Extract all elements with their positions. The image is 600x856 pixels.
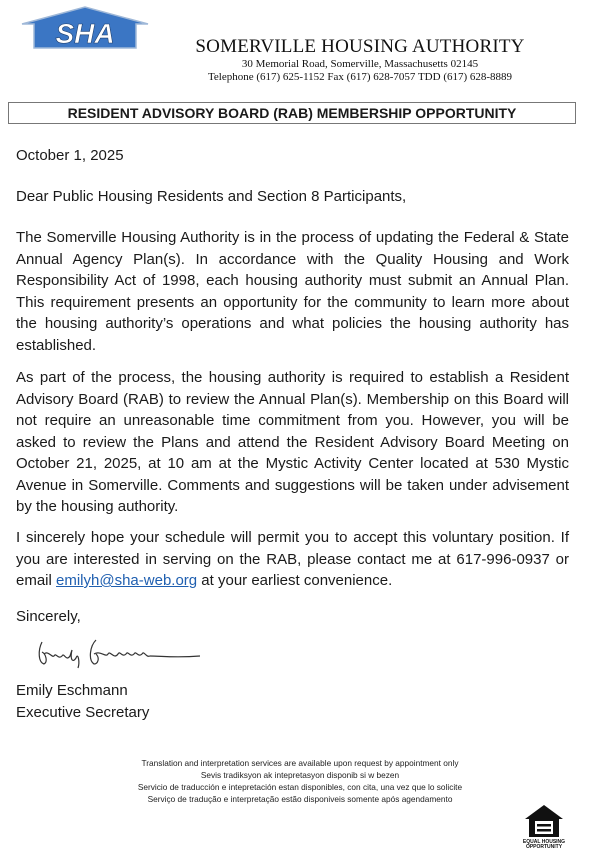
translation-line-portuguese: Serviço de tradução e interpretação estão disponiveis somente após agendamento xyxy=(147,794,453,804)
signature-image xyxy=(34,632,214,672)
org-phones: Telephone (617) 625-1152 Fax (617) 628-7057 TDD (617) 628-8889 xyxy=(207,71,513,83)
translation-notice xyxy=(100,757,500,805)
org-header xyxy=(180,36,540,84)
contact-text-after: at your earliest convenience. xyxy=(197,572,393,589)
org-address: 30 Memorial Road, Somerville, Massachusetts 02145 xyxy=(241,58,479,70)
letter-greeting: Dear Public Housing Residents and Section 8 Participants, xyxy=(16,188,407,205)
letter-closing: Sincerely, xyxy=(16,608,81,625)
letter-date: October 1, 2025 xyxy=(16,147,124,164)
paragraph-plan-update: The Somerville Housing Authority is in the process of updating the Federal & State Annual Agency Plan(s). In accordance with the Quality Housing and Work Responsibility Act of 1998, each housing authority must submit an Annual Plan. This requirement presents an opportunity for the community to learn more about the housing authority’s operations and what policies the housing authority has established. xyxy=(16,229,569,354)
signer-name: Emily Eschmann xyxy=(16,682,128,699)
svg-text:EQUAL HOUSING: EQUAL HOUSING xyxy=(522,839,566,845)
translation-line-spanish: Servicio de traducción e intepretación estan disponibles, con cita, una vez que lo solicite xyxy=(137,782,463,792)
svg-text:OPPORTUNITY: OPPORTUNITY xyxy=(525,844,563,849)
org-name: SOMERVILLE HOUSING AUTHORITY xyxy=(195,36,525,57)
signer-title: Executive Secretary xyxy=(16,704,150,721)
letter-title: RESIDENT ADVISORY BOARD (RAB) MEMBERSHIP OPPORTUNITY xyxy=(8,102,576,124)
equal-housing-icon xyxy=(521,803,567,849)
paragraph-rab-meeting: As part of the process, the housing authority is required to establish a Resident Advisory Board (RAB) to review the Annual Plan(s). Membership on this Board will not require an unreasonable time commitment from you. However, you will be asked to review the Plans and attend the Resident Advisory Board Meeting on October 21, 2025, at 10 am at the Mystic Activity Center located at 530 Mystic Avenue in Somerville. Comments and suggestions will be taken under advisement by the housing authority. xyxy=(16,369,569,515)
translation-line-creole: Sevis tradiksyon ak intepretasyon disponib si w bezen xyxy=(200,770,400,780)
email-link[interactable]: emilyh@sha-web.org xyxy=(56,572,198,589)
translation-line-english: Translation and interpretation services are available upon request by appointment only xyxy=(141,758,459,768)
paragraph-contact xyxy=(16,527,569,592)
contact-text-before: I sincerely hope your schedule will permit you to accept this voluntary position. If you are interested in serving on the RAB, please contact me at 617-996-0937 or email xyxy=(16,529,569,589)
svg-text:SHA: SHA xyxy=(55,18,115,49)
sha-logo xyxy=(20,4,150,50)
